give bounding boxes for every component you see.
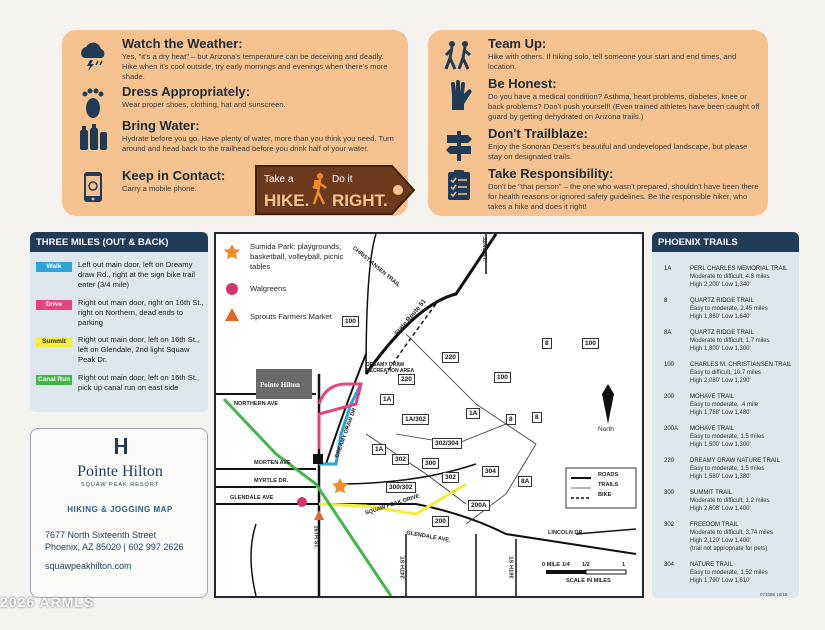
tip-text: Do you have a medical condition? Asthma, heart problems, diabetes, knee or back problems? Don't push yourself! (Even trained athletes have been caught off guard by getting dehydrated on Arizona trails.) xyxy=(488,92,760,121)
route-summit xyxy=(36,335,204,367)
trail-label: 1A xyxy=(380,394,394,405)
trail-detail: Moderate to difficult, 1.7 miles xyxy=(690,338,770,344)
street-glendale-east: GLENDALE AVE. xyxy=(405,530,451,544)
legend-trails-label: TRAILS xyxy=(598,482,619,488)
trail-num: 200A xyxy=(664,426,679,432)
trail-label: 304 xyxy=(482,466,499,477)
address-line-1: 7677 North Sixteenth Street xyxy=(45,530,157,540)
route-tag: Drive xyxy=(36,300,72,310)
hotel-address xyxy=(45,529,183,553)
hotel-website-link[interactable]: squawpeakhilton.com xyxy=(45,561,132,571)
trail-detail: High 1,500' Low 1,300' xyxy=(690,442,751,448)
street-northern: NORTHERN AVE xyxy=(234,401,279,407)
cloud-storm-icon xyxy=(74,36,112,74)
water-bottles-icon xyxy=(74,118,112,156)
three-miles-title: THREE MILES (OUT & BACK) xyxy=(30,232,208,252)
trail-label: 100 xyxy=(582,338,599,349)
trail-label: 302 xyxy=(392,454,409,465)
tip-title: Bring Water: xyxy=(122,118,200,133)
route-tag: Canal Run xyxy=(37,376,71,383)
tip-text: Don't be "that person" – the one who wasn't prepared, shouldn't have been there for health reasons or ignored safety guidelines. Be the responsible hiker, who takes a hike and does it right! xyxy=(488,182,759,211)
badge-take-a: Take a xyxy=(264,174,294,185)
trail-num: 200 xyxy=(664,394,675,400)
tip-text: Hike with others. If hiking solo, tell someone your start and end times, and location. xyxy=(488,52,737,71)
trail-num: 100 xyxy=(664,362,675,368)
trail-detail: Easy to moderate, 2.45 miles xyxy=(690,306,768,312)
street-24th: 24TH ST. xyxy=(400,555,407,579)
trail-label: 8 xyxy=(506,414,516,425)
trail-detail: Moderate to difficult, 4.8 miles xyxy=(690,274,770,280)
trail-label: 100 xyxy=(494,372,511,383)
route-text: Right out main door, left on 16th St., pick up canal run on east side xyxy=(78,373,200,392)
street-dreamy-draw: DREAMY DRAW DR xyxy=(334,407,358,459)
tip-title: Be Honest: xyxy=(488,76,557,91)
watermark: 2026 ARMLS xyxy=(0,594,95,610)
trail-num: 8 xyxy=(664,298,668,304)
trail-detail: High 2,080' Low 1,290' xyxy=(690,378,751,384)
trail-name: CHARLES M. CHRISTIANSEN TRAIL xyxy=(690,362,792,368)
phoenix-trails-title: PHOENIX TRAILS xyxy=(652,232,799,252)
legend-park: Sumida Park: playgrounds, basketball, volleyball, picnic tables xyxy=(250,242,344,271)
hotel-brand-sub: SQUAW PEAK RESORT xyxy=(80,482,160,488)
trail-detail: High 2,200' Low 1,340' xyxy=(690,282,751,288)
street-morten: MORTEN AVE xyxy=(254,460,291,466)
route-text: Right out main door, left on 16th St., left on Glendale, 2nd light Squaw Peak Dr. xyxy=(78,335,200,364)
scale-bar-black xyxy=(546,570,586,574)
tip-text: Yes, "it's a dry heat" – but Arizona's temperature can be deceiving and deadly. Hike when it's cool outside, try early mornings and evenings when there's more shade. xyxy=(122,52,388,81)
route-canal-run xyxy=(36,373,204,405)
trail-label: 300 xyxy=(422,458,439,469)
three-miles-routes xyxy=(30,232,208,412)
street-christiansen: CHRISTIANSEN TRAIL xyxy=(351,245,401,289)
route-drive xyxy=(36,298,204,330)
trail-label: 302/304 xyxy=(432,438,462,449)
tip-take-responsibility xyxy=(440,166,766,214)
tip-title: Dress Appropriately: xyxy=(122,84,251,99)
trail-detail: High 1,788' Low 1,480' xyxy=(690,410,751,416)
phoenix-trails-list xyxy=(652,232,799,598)
park-star-icon xyxy=(332,478,348,493)
trail-label: 8A xyxy=(518,476,532,487)
checklist-icon xyxy=(440,166,478,204)
trail-detail: High 1,580' Low 1,380' xyxy=(690,474,751,480)
tip-text: Hydrate before you go. Have plenty of water, more than you think you need. Turn around and head back to the trailhead before you drink half of your water. xyxy=(122,134,394,153)
scale-tick-quarter: 1/4 xyxy=(562,562,570,568)
street-16th: 16TH ST. xyxy=(312,525,319,549)
street-lincoln: LINCOLN DR. xyxy=(548,530,585,536)
tip-text: Enjoy the Sonoran Desert's beautiful and undeveloped landscape, but please stay on designated trails. xyxy=(488,142,748,161)
hotel-info-card xyxy=(30,428,208,598)
trail-label: 8 xyxy=(542,338,552,349)
trail-name: FREEDOM TRAIL xyxy=(690,522,739,528)
trail-num: 302 xyxy=(664,522,675,528)
trail-label: 100 xyxy=(342,316,359,327)
legend-roads-label: ROADS xyxy=(598,472,619,478)
trail-detail: Moderate to difficult, 1.2 miles xyxy=(690,498,770,504)
sprouts-triangle-icon xyxy=(314,510,324,520)
scale-tick-0: 0 MILE xyxy=(542,562,561,568)
tip-water xyxy=(74,118,404,166)
walgreens-circle-icon xyxy=(297,497,307,507)
street-dreamy-draw-rec: DREAMY DRAW RECREATION AREA xyxy=(366,362,415,374)
badge-do-it: Do it xyxy=(332,174,353,185)
trail-detail: High 1,860' Low 1,640' xyxy=(690,314,751,320)
tip-title: Watch the Weather: xyxy=(122,36,243,51)
tip-text: Wear proper shoes, clothing, hat and sunscreen. xyxy=(122,100,286,109)
trail-name: NATURE TRAIL xyxy=(690,562,733,568)
tip-dont-trailblaze xyxy=(440,126,766,166)
trail-label: 8 xyxy=(532,412,542,423)
trail-name: PERL CHARLES MEMORIAL TRAIL xyxy=(690,266,788,272)
street-36th: 36TH ST. xyxy=(509,555,516,579)
trail-name: DREAMY DRAW NATURE TRAIL xyxy=(690,458,780,464)
trail-name: MOHAVE TRAIL xyxy=(690,426,735,432)
trail-label: 200 xyxy=(432,516,449,527)
raised-hand-icon xyxy=(440,76,478,114)
north-arrow-icon xyxy=(602,384,614,424)
trail-detail: High 2,120' Low 1,400' xyxy=(690,538,751,544)
address-line-2: Phoenix, AZ 85020 | 602 997 2626 xyxy=(45,542,184,552)
route-text: Right out main door, right on 16th St., right on Northern, dead ends to parking xyxy=(78,298,204,327)
road-lincoln-dr xyxy=(576,529,636,534)
trail-detail: Easy to moderate, 1.52 miles xyxy=(690,570,768,576)
trail-label: 1A xyxy=(466,408,480,419)
map-title: HIKING & JOGGING MAP xyxy=(67,505,173,514)
tip-dress xyxy=(74,84,404,120)
trail-label: 300/302 xyxy=(386,482,416,493)
trail-detail: Easy to moderate, 1.5 miles xyxy=(690,466,765,472)
north-label: North xyxy=(598,426,614,433)
route-tag: Walk xyxy=(36,262,72,272)
trail-detail: High 1,800' Low 1,300' xyxy=(690,346,751,352)
tip-title: Take Responsibility: xyxy=(488,166,614,181)
route-text: Left out main door, left on Dreamy draw Rd., right at the sign bike trail enter (3/4 mile) xyxy=(78,260,195,289)
trail-num: 300 xyxy=(664,490,675,496)
legend-bike-label: BIKE xyxy=(598,492,612,498)
scale-bar-white xyxy=(586,570,626,574)
trail-num: 220 xyxy=(664,458,675,464)
hikers-icon xyxy=(440,36,478,74)
hilton-logo-icon xyxy=(111,435,131,457)
legend-triangle-icon xyxy=(225,308,239,321)
map-hotel-label: Pointe Hilton xyxy=(260,381,300,389)
road-southwest xyxy=(251,524,256,596)
trail-label: 200A xyxy=(468,500,490,511)
badge-hike: HIKE. xyxy=(264,191,310,210)
trail-detail: Easy to moderate, .4 mile xyxy=(690,402,759,408)
safety-tips-panel-right xyxy=(428,30,768,216)
trail-sign-icon xyxy=(440,126,478,164)
trail-detail: Easy to difficult, 10.7 miles xyxy=(690,370,761,376)
trail-num: 304 xyxy=(664,562,675,568)
road-state-route-51 xyxy=(366,234,496,374)
tip-title: Team Up: xyxy=(488,36,547,51)
hike-right-badge xyxy=(252,160,418,220)
trail-label: 220 xyxy=(442,352,459,363)
tip-be-honest xyxy=(440,76,766,126)
tip-watch-weather xyxy=(74,36,404,84)
legend-walgreens: Walgreens xyxy=(250,284,287,293)
trail-num: 1A xyxy=(664,266,672,272)
footprint-icon xyxy=(74,84,112,122)
tip-contact xyxy=(74,168,274,208)
document-id: 071086 10/15 xyxy=(760,592,788,597)
trail-detail: (trail not appropriate for pets) xyxy=(690,546,768,552)
street-myrtle: MYRTLE DR. xyxy=(254,478,289,484)
trail-label: 1A/302 xyxy=(402,414,429,425)
legend-star-icon xyxy=(224,244,240,259)
street-32nd: 32ND ST. xyxy=(480,237,487,261)
street-squaw-peak: SQUAW PEAK DRIVE xyxy=(364,493,421,517)
route-tag: Summit xyxy=(36,337,72,347)
trail-label: 302 xyxy=(442,472,459,483)
route-walk xyxy=(36,260,204,292)
trail-name: MOHAVE TRAIL xyxy=(690,394,735,400)
tip-text: Carry a mobile phone. xyxy=(122,184,197,193)
street-sr51: State Route 51 xyxy=(393,297,428,338)
trail-detail: High 2,608' Low 1,400' xyxy=(690,506,751,512)
trail-detail: Easy to moderate, 1.5 miles xyxy=(690,434,765,440)
trail-name: QUARTZ RIDGE TRAIL xyxy=(690,330,754,336)
trail-label: 1A xyxy=(372,444,386,455)
hotel-brand: Pointe Hilton xyxy=(77,463,163,480)
badge-right: RIGHT. xyxy=(332,191,388,210)
street-glendale: GLENDALE AVE xyxy=(230,495,274,501)
trail-map xyxy=(214,232,644,598)
tip-team-up xyxy=(440,36,766,76)
mobile-phone-icon xyxy=(74,168,112,206)
hotel-marker xyxy=(313,454,323,464)
scale-tick-half: 1/2 xyxy=(582,562,590,568)
scale-tick-1: 1 xyxy=(622,562,626,568)
trail-name: QUARTZ RIDGE TRAIL xyxy=(690,298,754,304)
road-glendale-ave xyxy=(216,504,636,554)
trail-num: 8A xyxy=(664,330,672,336)
trail-label: 220 xyxy=(398,374,415,385)
trail-detail: High 1,790' Low 1,610' xyxy=(690,578,751,584)
tip-title: Keep in Contact: xyxy=(122,168,226,183)
tip-title: Don't Trailblaze: xyxy=(488,126,588,141)
scale-label: SCALE IN MILES xyxy=(566,578,611,584)
legend-sprouts: Sprouts Farmers Market xyxy=(250,312,332,321)
legend-circle-icon xyxy=(226,283,238,295)
trail-detail: Moderate to difficult, 3.74 miles xyxy=(690,530,773,536)
trail-name: SUMMIT TRAIL xyxy=(690,490,733,496)
